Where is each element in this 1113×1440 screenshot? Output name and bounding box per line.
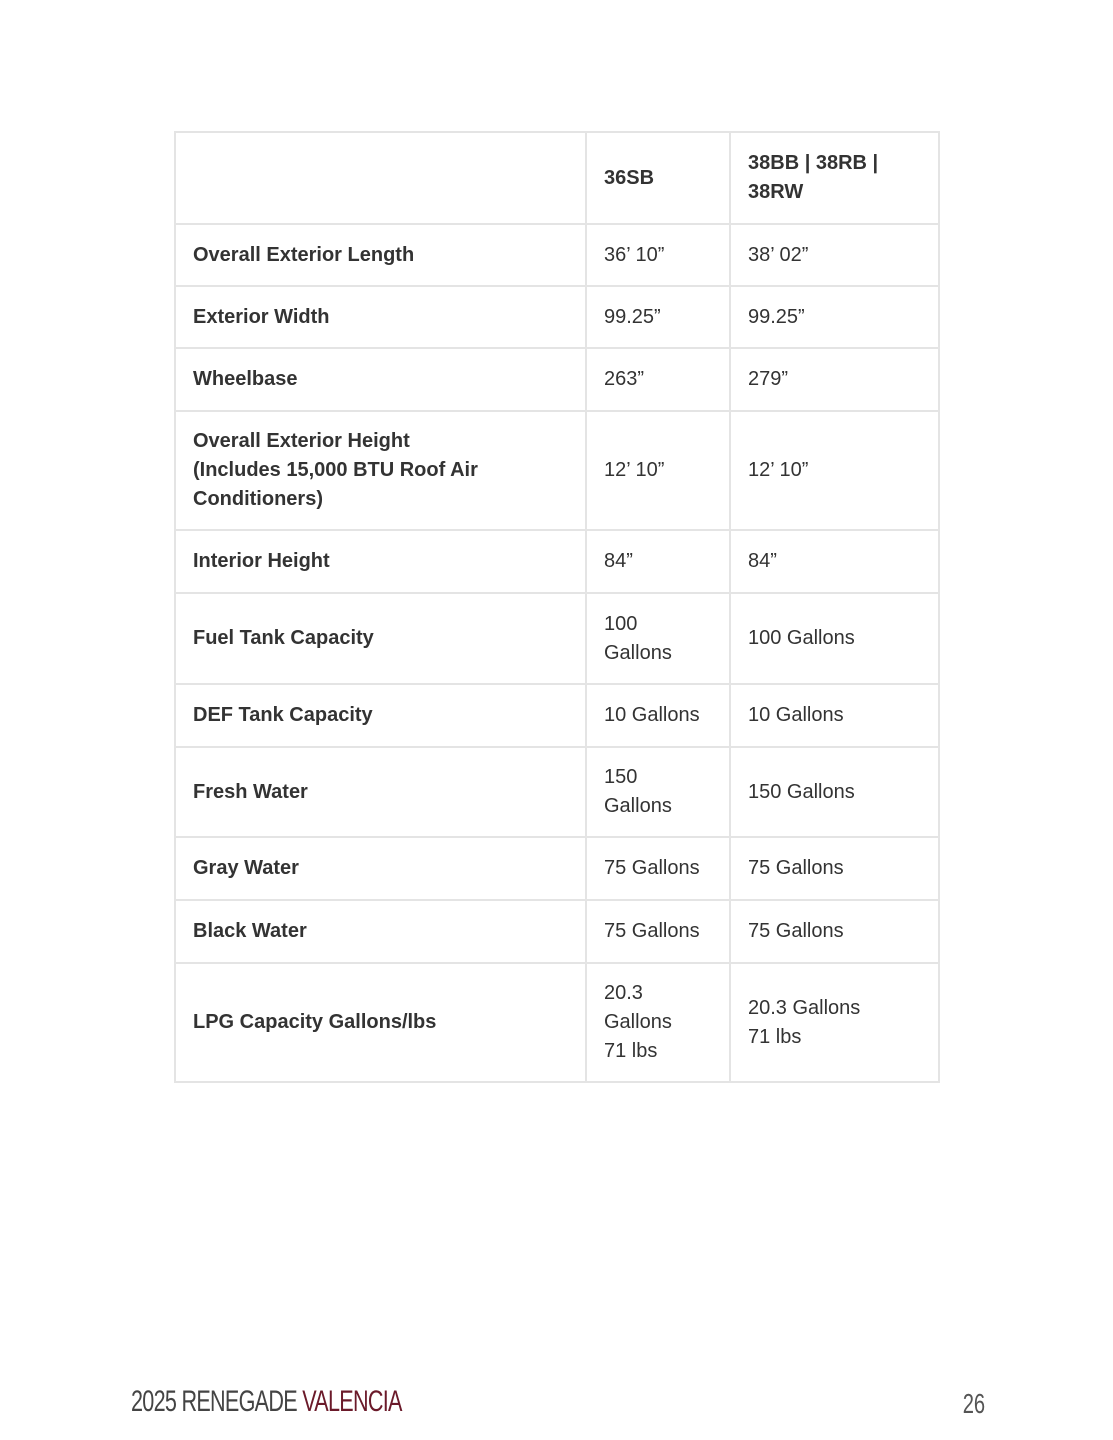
row-label: Wheelbase (175, 348, 586, 411)
row-value-36sb: 100 Gallons (586, 593, 730, 684)
row-value-36sb: 12’ 10” (586, 411, 730, 530)
specifications-table (174, 131, 940, 1083)
row-value-36sb: 20.3 Gallons 71 lbs (586, 963, 730, 1082)
table-row (175, 411, 939, 530)
table-header-row (175, 132, 939, 224)
row-label: Exterior Width (175, 286, 586, 348)
row-value-38: 84” (730, 530, 939, 593)
row-value-36sb: 10 Gallons (586, 684, 730, 747)
row-label: DEF Tank Capacity (175, 684, 586, 747)
row-value-36sb: 263” (586, 348, 730, 411)
row-label: Overall Exterior Height (Includes 15,000 BTU Roof Air Conditioners) (175, 411, 586, 530)
table-row (175, 530, 939, 593)
row-value-38: 38’ 02” (730, 224, 939, 286)
row-value-38: 75 Gallons (730, 900, 939, 963)
row-value-38: 10 Gallons (730, 684, 939, 747)
row-value-36sb: 75 Gallons (586, 900, 730, 963)
row-label: Fuel Tank Capacity (175, 593, 586, 684)
header-empty-cell (175, 132, 586, 224)
row-label: LPG Capacity Gallons/lbs (175, 963, 586, 1082)
table-row (175, 684, 939, 747)
table-row (175, 900, 939, 963)
row-value-36sb: 99.25” (586, 286, 730, 348)
row-value-38: 12’ 10” (730, 411, 939, 530)
table-row (175, 747, 939, 837)
row-label: Black Water (175, 900, 586, 963)
row-label: Gray Water (175, 837, 586, 900)
page-number: 26 (962, 1388, 985, 1419)
row-label: Overall Exterior Length (175, 224, 586, 286)
header-38-models: 38BB | 38RB | 38RW (730, 132, 939, 224)
row-value-38: 75 Gallons (730, 837, 939, 900)
row-value-36sb: 84” (586, 530, 730, 593)
row-value-36sb: 75 Gallons (586, 837, 730, 900)
footer-brand-wordmark (131, 1382, 402, 1422)
brand-accent: VALENCIA (302, 1385, 402, 1418)
row-value-36sb: 150 Gallons (586, 747, 730, 837)
row-label: Fresh Water (175, 747, 586, 837)
row-value-38: 150 Gallons (730, 747, 939, 837)
header-36sb: 36SB (586, 132, 730, 224)
table-row (175, 286, 939, 348)
row-value-38: 99.25” (730, 286, 939, 348)
table-row (175, 224, 939, 286)
table-row (175, 963, 939, 1082)
row-value-38: 20.3 Gallons 71 lbs (730, 963, 939, 1082)
row-value-38: 279” (730, 348, 939, 411)
row-value-38: 100 Gallons (730, 593, 939, 684)
table-row (175, 348, 939, 411)
table-row (175, 593, 939, 684)
row-label: Interior Height (175, 530, 586, 593)
table-row (175, 837, 939, 900)
row-value-36sb: 36’ 10” (586, 224, 730, 286)
brand-prefix: 2025 RENEGADE (131, 1385, 303, 1418)
